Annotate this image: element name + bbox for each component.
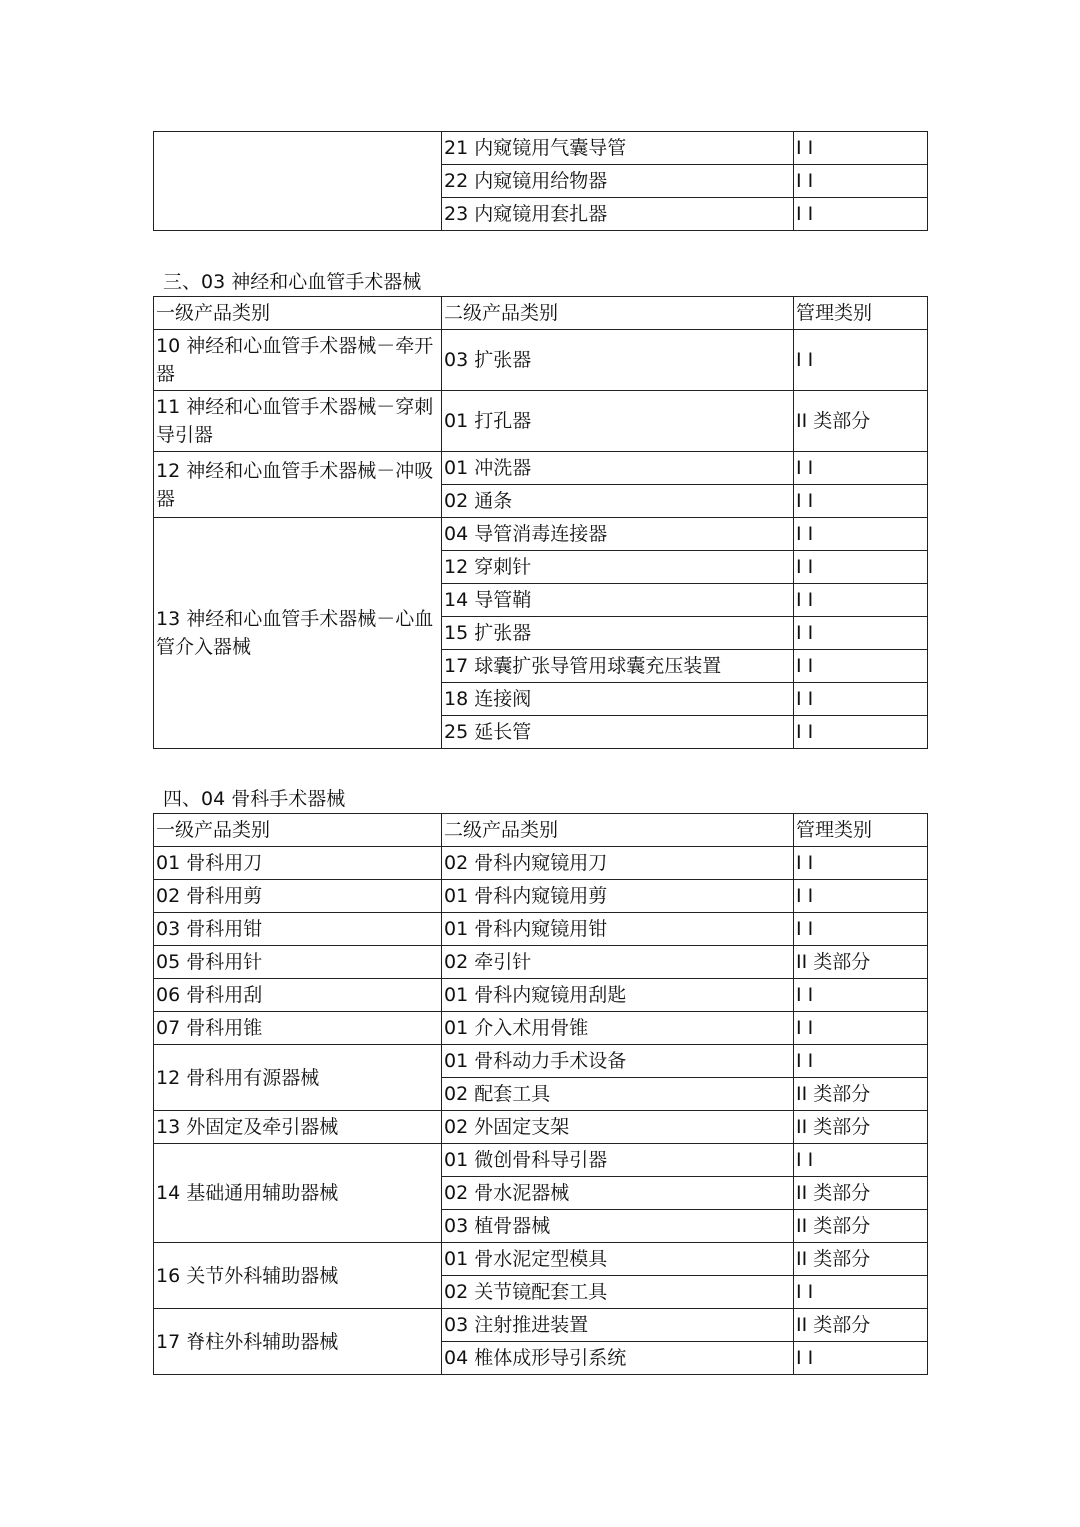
- sub-category-cell: 01 微创骨科导引器: [442, 1144, 794, 1177]
- table-header-row: [154, 814, 928, 847]
- class-cell: I I: [794, 880, 928, 913]
- class-cell: II 类部分: [794, 1078, 928, 1111]
- category-cell: 03 骨科用钳: [154, 913, 442, 946]
- category-cell: 12 骨科用有源器械: [154, 1045, 442, 1111]
- header-class: 管理类别: [794, 814, 928, 847]
- section-title: 四、04 骨科手术器械: [163, 788, 346, 810]
- category-cell: 13 外固定及牵引器械: [154, 1111, 442, 1144]
- category-cell: 10 神经和心血管手术器械－牵开器: [154, 330, 442, 391]
- sub-category-cell: 03 注射推进装置: [442, 1309, 794, 1342]
- class-cell: I I: [794, 1012, 928, 1045]
- table-row: [154, 979, 928, 1012]
- class-cell: I I: [794, 330, 928, 391]
- header-level2: 二级产品类别: [442, 297, 794, 330]
- table-row: [154, 452, 928, 485]
- category-cell: 06 骨科用刮: [154, 979, 442, 1012]
- sub-category-cell: 01 骨科内窥镜用刮匙: [442, 979, 794, 1012]
- sub-category-cell: 02 牵引针: [442, 946, 794, 979]
- sub-category-cell: 03 植骨器械: [442, 1210, 794, 1243]
- category-cell: 01 骨科用刀: [154, 847, 442, 880]
- header-class: 管理类别: [794, 297, 928, 330]
- sub-category-cell: 01 冲洗器: [442, 452, 794, 485]
- class-cell: II 类部分: [794, 391, 928, 452]
- class-cell: I I: [794, 683, 928, 716]
- sub-category-cell: 02 外固定支架: [442, 1111, 794, 1144]
- table-row: [154, 132, 928, 165]
- sub-category-cell: 01 骨水泥定型模具: [442, 1243, 794, 1276]
- section4-table: [153, 813, 928, 1375]
- header-level1: 一级产品类别: [154, 297, 442, 330]
- sub-category-cell: 01 骨科动力手术设备: [442, 1045, 794, 1078]
- sub-category-cell: 14 导管鞘: [442, 584, 794, 617]
- class-cell: I I: [794, 198, 928, 231]
- sub-category-cell: 04 导管消毒连接器: [442, 518, 794, 551]
- class-cell: I I: [794, 617, 928, 650]
- sub-category-cell: 25 延长管: [442, 716, 794, 749]
- table-row: [154, 1243, 928, 1276]
- table-row: [154, 913, 928, 946]
- sub-category-cell: 18 连接阀: [442, 683, 794, 716]
- class-cell: I I: [794, 1144, 928, 1177]
- empty-category-cell: [154, 132, 442, 231]
- category-cell: 14 基础通用辅助器械: [154, 1144, 442, 1243]
- class-cell: II 类部分: [794, 946, 928, 979]
- class-cell: II 类部分: [794, 1210, 928, 1243]
- table-header-row: [154, 297, 928, 330]
- category-cell: 12 神经和心血管手术器械－冲吸器: [154, 452, 442, 518]
- sub-category-cell: 01 骨科内窥镜用剪: [442, 880, 794, 913]
- sub-category-cell: 01 骨科内窥镜用钳: [442, 913, 794, 946]
- table-row: [154, 1144, 928, 1177]
- class-cell: II 类部分: [794, 1111, 928, 1144]
- class-cell: I I: [794, 716, 928, 749]
- header-level1: 一级产品类别: [154, 814, 442, 847]
- class-cell: I I: [794, 584, 928, 617]
- category-cell: 16 关节外科辅助器械: [154, 1243, 442, 1309]
- sub-category-cell: 17 球囊扩张导管用球囊充压装置: [442, 650, 794, 683]
- table-row: [154, 1045, 928, 1078]
- class-cell: I I: [794, 518, 928, 551]
- sub-category-cell: 02 骨水泥器械: [442, 1177, 794, 1210]
- sub-category-cell: 03 扩张器: [442, 330, 794, 391]
- sub-category-cell: 04 椎体成形导引系统: [442, 1342, 794, 1375]
- class-cell: I I: [794, 551, 928, 584]
- sub-category-cell: 02 关节镜配套工具: [442, 1276, 794, 1309]
- table-row: [154, 518, 928, 551]
- category-cell: 07 骨科用锥: [154, 1012, 442, 1045]
- table-row: [154, 1309, 928, 1342]
- class-cell: I I: [794, 847, 928, 880]
- category-cell: 13 神经和心血管手术器械－心血管介入器械: [154, 518, 442, 749]
- class-cell: II 类部分: [794, 1309, 928, 1342]
- table-row: [154, 330, 928, 391]
- sub-category-cell: 12 穿刺针: [442, 551, 794, 584]
- table-row: [154, 847, 928, 880]
- sub-category-cell: 02 配套工具: [442, 1078, 794, 1111]
- class-cell: I I: [794, 979, 928, 1012]
- table-row: [154, 880, 928, 913]
- class-cell: I I: [794, 485, 928, 518]
- sub-category-cell: 01 介入术用骨锥: [442, 1012, 794, 1045]
- class-cell: I I: [794, 165, 928, 198]
- sub-category-cell: 15 扩张器: [442, 617, 794, 650]
- table-row: [154, 946, 928, 979]
- sub-category-cell: 01 打孔器: [442, 391, 794, 452]
- class-cell: I I: [794, 1342, 928, 1375]
- category-cell: 17 脊柱外科辅助器械: [154, 1309, 442, 1375]
- class-cell: I I: [794, 452, 928, 485]
- class-cell: I I: [794, 132, 928, 165]
- class-cell: I I: [794, 913, 928, 946]
- continued-table: [153, 131, 928, 231]
- table-row: [154, 1012, 928, 1045]
- sub-category-cell: 02 通条: [442, 485, 794, 518]
- section-title: 三、03 神经和心血管手术器械: [163, 271, 422, 293]
- header-level2: 二级产品类别: [442, 814, 794, 847]
- sub-category-cell: 22 内窥镜用给物器: [442, 165, 794, 198]
- sub-category-cell: 23 内窥镜用套扎器: [442, 198, 794, 231]
- class-cell: I I: [794, 650, 928, 683]
- category-cell: 11 神经和心血管手术器械－穿刺导引器: [154, 391, 442, 452]
- sub-category-cell: 02 骨科内窥镜用刀: [442, 847, 794, 880]
- table-row: [154, 391, 928, 452]
- class-cell: II 类部分: [794, 1177, 928, 1210]
- class-cell: I I: [794, 1045, 928, 1078]
- section3-table: [153, 296, 928, 749]
- category-cell: 02 骨科用剪: [154, 880, 442, 913]
- class-cell: I I: [794, 1276, 928, 1309]
- sub-category-cell: 21 内窥镜用气囊导管: [442, 132, 794, 165]
- category-cell: 05 骨科用针: [154, 946, 442, 979]
- class-cell: II 类部分: [794, 1243, 928, 1276]
- table-row: [154, 1111, 928, 1144]
